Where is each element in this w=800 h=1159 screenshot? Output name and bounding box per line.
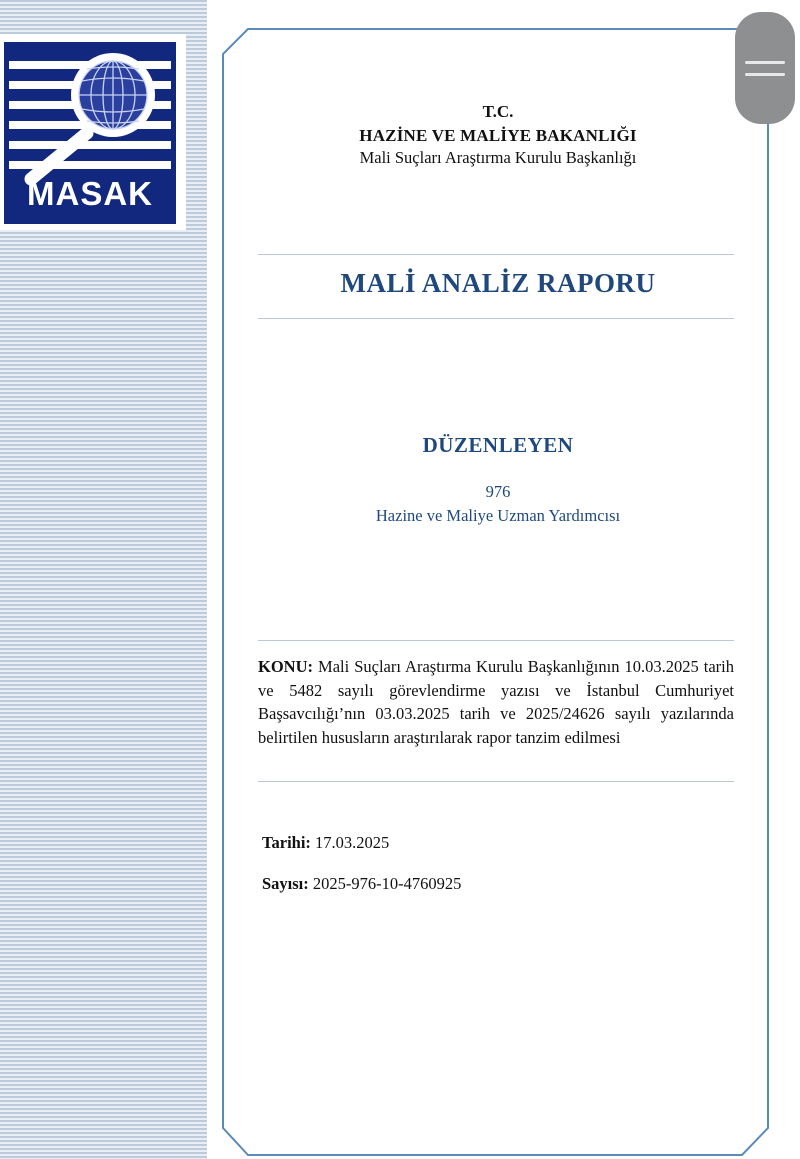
preparer-title: Hazine ve Maliye Uzman Yardımcısı	[375, 506, 621, 525]
ministry-name: HAZİNE VE MALİYE BAKANLIĞI	[359, 126, 637, 145]
subject-rule-bottom	[258, 781, 734, 782]
date-value: 17.03.2025	[310, 833, 390, 852]
date-label: Tarihi:	[262, 833, 311, 852]
prepared-by-label: DÜZENLEYEN	[422, 433, 574, 457]
subject-text: Mali Suçları Araştırma Kurulu Başkanlığının 10.03.2025 tarih ve 5482 sayılı görevlendirme yazısı ve İstanbul Cumhuriyet Başsavcılığı’nın 03.03.2025 tarih ve 2025/24626 sayılı yazılarında belirtilen hususların araştırılarak rapor tanzim edilmesi	[258, 657, 734, 747]
title-rule-bottom	[258, 318, 734, 319]
subject-label: KONU:	[258, 657, 313, 676]
document-frame	[222, 28, 770, 1156]
number-value: 2025-976-10-4760925	[308, 874, 462, 893]
masak-logo-container	[0, 34, 186, 230]
menu-button[interactable]	[735, 12, 795, 124]
masak-logo	[4, 42, 176, 224]
title-rule-top	[258, 254, 734, 255]
logo-text: MASAK	[27, 175, 153, 212]
number-row	[262, 874, 461, 894]
subject-paragraph	[258, 655, 734, 749]
tc-heading: T.C.	[482, 102, 514, 121]
subject-rule-top	[258, 640, 734, 641]
preparer-number: 976	[485, 482, 511, 501]
date-row	[262, 833, 389, 853]
number-label: Sayısı:	[262, 874, 309, 893]
hamburger-menu-icon	[745, 61, 785, 64]
report-title: MALİ ANALİZ RAPORU	[340, 268, 656, 298]
department-name: Mali Suçları Araştırma Kurulu Başkanlığı	[359, 148, 637, 167]
